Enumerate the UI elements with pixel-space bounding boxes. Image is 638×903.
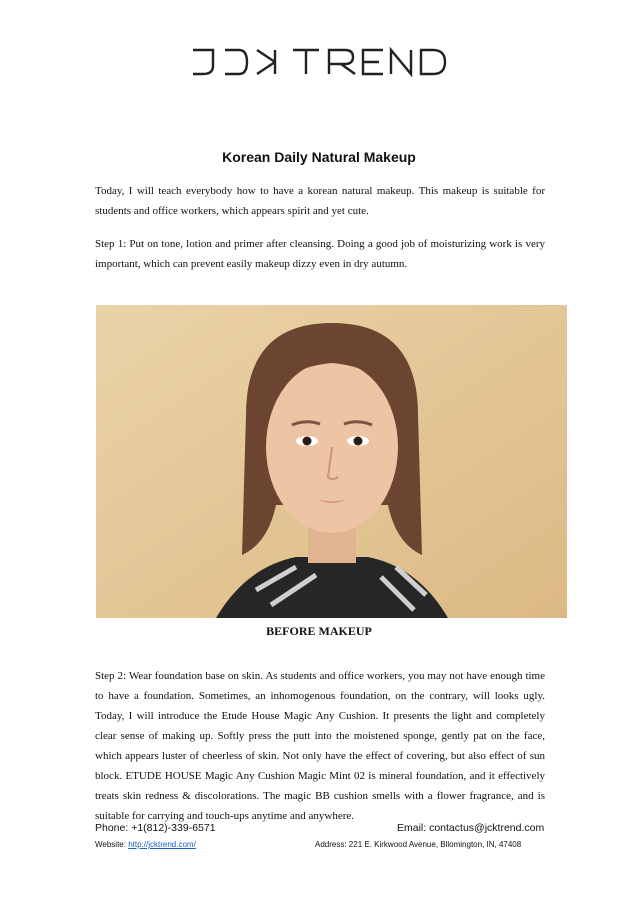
photo-caption: BEFORE MAKEUP [266,624,372,638]
footer-website-label: Website: [95,840,129,849]
footer-phone: Phone: +1(812)-339-6571 [95,822,216,834]
footer-website [95,840,196,849]
footer-address: Address: 221 E. Kirkwood Avenue, Bllomington, IN, 47408 [315,840,522,849]
portrait-illustration [96,305,567,618]
footer-website-link[interactable]: http://jcktrend.com/ [128,840,196,849]
jck-trend-logo-icon [189,44,449,80]
footer-email: Email: contactus@jcktrend.com [397,822,545,834]
step2-paragraph: Step 2: Wear foundation base on skin. As students and office workers, you may not have enough time to have a foundation. Sometimes, an inhomogenous foundation, on the contrary, will looks ugly. Today, I will introduce the Etude House Magic Any Cushion. It presents the light and completely clear sense of making up. Softly press the putt into the moistened sponge, gently pat on the face, which appears luster of cheerless of skin. Not only have the effect of covering, but also effect of sun block. ETUDE HOUSE Magic Any Cushion Magic Mint 02 is mineral foundation, and it effectively treats skin redness & discolorations. The magic BB cushion smells with a flower fragrance, and is suitable for carrying and touch-ups anytime and anywhere. [95,670,545,822]
step1-paragraph: Step 1: Put on tone, lotion and primer after cleansing. Doing a good job of moisturizing work is very important, which can prevent easily makeup dizzy even in dry autumn. [95,238,545,270]
before-makeup-photo [96,305,567,618]
brand-logo [0,44,638,94]
article-title: Korean Daily Natural Makeup [222,149,416,165]
intro-paragraph: Today, I will teach everybody how to have a korean natural makeup. This makeup is suitable for students and office workers, which appears spirit and yet cute. [95,185,545,217]
